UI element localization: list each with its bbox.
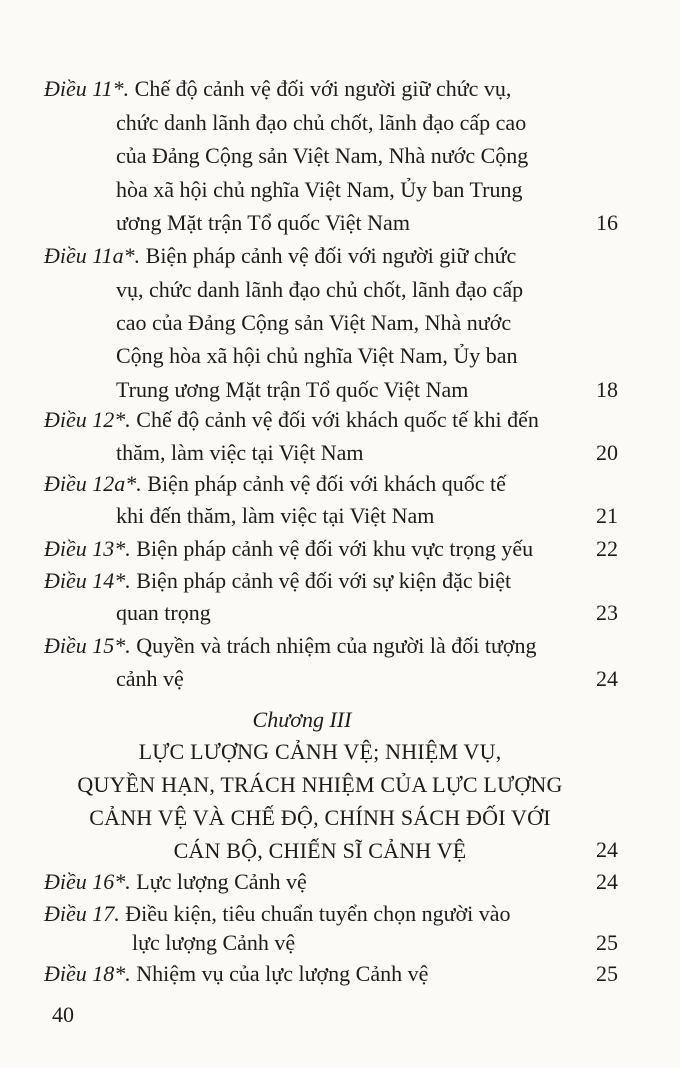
entry-label: Điều 16*. [44,869,131,894]
entry-line: Quyền và trách nhiệm của người là đối tượng [136,633,537,658]
entry-label: Điều 18*. [44,961,131,986]
entry-line: vụ, chức danh lãnh đạo chủ chốt, lãnh đạo cấp [116,277,524,302]
entry-line: Chế độ cảnh vệ đối với người giữ chức vụ, [134,76,512,101]
chapter-heading-line: QUYỀN HẠN, TRÁCH NHIỆM CỦA LỰC LƯỢNG [77,772,563,797]
entry-label: Điều 17. [44,901,120,926]
entry-line: cảnh vệ [116,666,184,691]
chapter-heading-line: CẢNH VỆ VÀ CHẾ ĐỘ, CHÍNH SÁCH ĐỐI VỚI [89,805,551,830]
entry-label: Điều 15*. [44,633,131,658]
entry-line: Biện pháp cảnh vệ đối với khu vực trọng yếu [136,536,534,561]
entry-label: Điều 13*. [44,536,131,561]
entry-label: Điều 11*. [44,76,130,101]
entry-line: Nhiệm vụ của lực lượng Cảnh vệ [136,961,429,986]
entry-line: của Đảng Cộng sản Việt Nam, Nhà nước Cộng [116,143,529,168]
entry-line: Điều kiện, tiêu chuẩn tuyển chọn người vào [125,901,511,926]
chapter-heading-line: CÁN BỘ, CHIẾN SĨ CẢNH VỆ [173,838,467,863]
entry-label: Điều 12a*. [44,471,142,496]
page-ref: 23 [596,600,618,625]
page-ref: 24 [596,869,618,894]
entry-line: Cộng hòa xã hội chủ nghĩa Việt Nam, Ủy ban [116,343,518,368]
entry-line: Trung ương Mặt trận Tổ quốc Việt Nam [116,377,469,402]
entry-line: cao của Đảng Cộng sản Việt Nam, Nhà nước [116,310,512,335]
entry-line: chức danh lãnh đạo chủ chốt, lãnh đạo cấp cao [116,110,527,135]
chapter-page-ref: 24 [596,837,618,862]
page-ref: 18 [596,377,618,402]
entry-line: thăm, làm việc tại Việt Nam [116,440,364,465]
entry-line: lực lượng Cảnh vệ [132,930,296,955]
page-ref: 25 [596,961,618,986]
entry-line: Chế độ cảnh vệ đối với khách quốc tế khi đến [136,407,539,432]
entry-line: Biện pháp cảnh vệ đối với khách quốc tế [147,471,506,496]
page-ref: 22 [596,536,618,561]
chapter-heading-line: LỰC LƯỢNG CẢNH VỆ; NHIỆM VỤ, [138,739,502,764]
entry-line: hòa xã hội chủ nghĩa Việt Nam, Ủy ban Trung [116,177,523,202]
entry-line: Lực lượng Cảnh vệ [136,869,307,894]
page-ref: 21 [596,503,618,528]
entry-line: khi đến thăm, làm việc tại Việt Nam [116,503,435,528]
entry-label: Điều 11a*. [44,243,141,268]
entry-line: quan trọng [116,600,211,625]
chapter-title: Chương III [252,707,352,732]
page-number: 40 [52,1002,74,1027]
entry-line: Biện pháp cảnh vệ đối với người giữ chức [145,243,517,268]
page-ref: 25 [596,930,618,955]
entry-line: Biện pháp cảnh vệ đối với sự kiện đặc biệt [136,568,512,593]
page-ref: 20 [596,440,618,465]
page-ref: 24 [596,666,618,691]
page-ref: 16 [596,210,618,235]
entry-line: ương Mặt trận Tổ quốc Việt Nam [116,210,410,235]
entry-label: Điều 12*. [44,407,131,432]
entry-label: Điều 14*. [44,568,131,593]
